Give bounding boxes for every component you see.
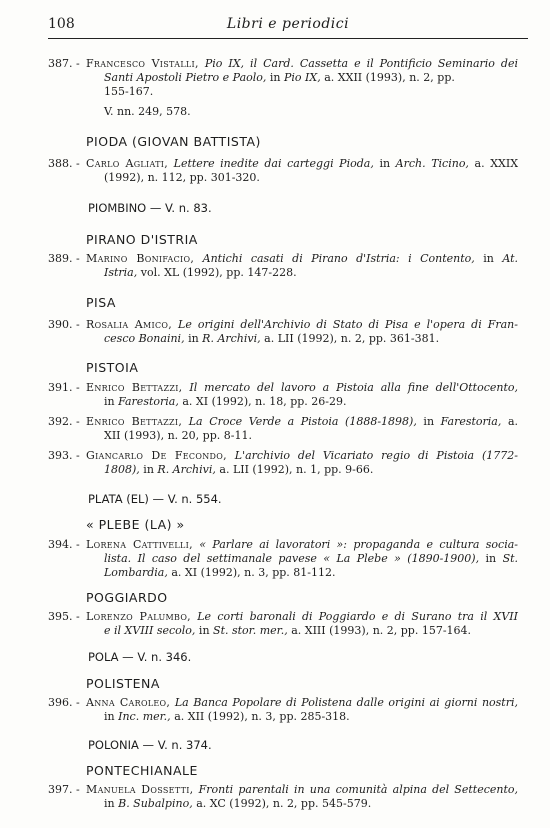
entry-journal: Pio IX, <box>284 71 321 84</box>
entry-line <box>104 332 439 345</box>
section-heading: PIODA (GIOVAN BATTISTA) <box>86 134 261 149</box>
entry-line <box>86 538 518 551</box>
section-heading: POLISTENA <box>86 676 160 691</box>
section-heading: PISTOIA <box>86 360 139 375</box>
entry-in: in <box>143 463 154 476</box>
entry-in: in <box>104 797 115 810</box>
entry-number: 396. - <box>48 696 80 709</box>
entry-line <box>104 624 471 637</box>
entry-number: 393. - <box>48 449 80 462</box>
entry-line <box>86 381 518 394</box>
entry-number: 394. - <box>48 538 80 551</box>
entry-line <box>104 171 260 184</box>
entry-line <box>104 797 371 810</box>
entry-in: in <box>269 71 281 84</box>
entry-details: a. XI (1992), n. 18, pp. 26-29. <box>182 395 347 408</box>
entry-title: e il XVIII secolo, <box>104 624 196 637</box>
page-number: 108 <box>48 16 75 32</box>
entry-in: in <box>188 332 199 345</box>
entry-author: Lorenzo Palumbo, <box>86 610 191 623</box>
entry-title: Il mercato del lavoro a Pistoia alla fine dell'Ottocento, <box>189 381 519 394</box>
entry-in: in <box>104 395 115 408</box>
entry-in: in <box>198 624 210 637</box>
entry-number: 389. - <box>48 252 80 265</box>
entry-details: a. LII (1992), n. 1, pp. 9-66. <box>219 463 374 476</box>
entry-details: vol. XL (1992), pp. 147-228. <box>140 266 297 279</box>
cross-reference: POLA — V. n. 346. <box>88 650 192 664</box>
entry-line <box>104 266 297 279</box>
section-heading: PIRANO D'ISTRIA <box>86 232 198 247</box>
entry-title: Pio IX, il Card. Cassetta e il Pontificio Seminario dei <box>204 57 518 70</box>
entry-journal: R. Archivi, <box>157 463 216 476</box>
entry-journal: Farestoria, <box>118 395 179 408</box>
entry-line <box>86 415 518 428</box>
entry-title: 1808), <box>104 463 140 476</box>
entry-journal: Istria, <box>104 266 138 279</box>
entry-journal: Arch. Ticino, <box>395 157 469 170</box>
entry-in: in <box>485 552 497 565</box>
page-header <box>48 14 528 39</box>
entry-line <box>104 85 153 98</box>
entry-line <box>86 610 518 623</box>
entry-details: a. XIII (1993), n. 2, pp. 157-164. <box>291 624 472 637</box>
entry-in: in <box>379 157 391 170</box>
entry-details: a. XXIX <box>474 157 519 170</box>
entry-journal: St. <box>502 552 519 565</box>
entry-details: a. XXII (1993), n. 2, pp. <box>324 71 455 84</box>
entry-journal: R. Archivi, <box>202 332 261 345</box>
entry-journal: At. <box>502 252 519 265</box>
entry-author: Francesco Vistalli, <box>86 57 199 70</box>
entry-journal: B. Subalpino, <box>118 797 193 810</box>
cross-reference: PLATA (EL) — V. n. 554. <box>88 492 222 506</box>
entry-title: cesco Bonaini, <box>104 332 185 345</box>
entry-journal: Farestoria, <box>440 415 502 428</box>
entry-line <box>104 552 518 565</box>
entry-title: Le corti baronali di Poggiardo e di Surano tra il XVII <box>197 610 518 623</box>
entry-author: Carlo Agliati, <box>86 157 169 170</box>
entry-line <box>104 429 252 442</box>
entry-in: in <box>423 415 435 428</box>
entry-details: a. XII (1992), n. 3, pp. 285-318. <box>174 710 350 723</box>
entry-details: a. LII (1992), n. 2, pp. 361-381. <box>264 332 440 345</box>
entry-title: Antichi casati di Pirano d'Istria: i Contento, <box>202 252 475 265</box>
entry-journal: Inc. mer., <box>118 710 171 723</box>
entry-title: « Parlare ai lavoratori »: propaganda e cultura socia- <box>199 538 519 551</box>
entry-line <box>86 318 518 331</box>
entry-author: Rosalia Amico, <box>86 318 173 331</box>
entry-line <box>104 71 455 84</box>
entry-line <box>86 57 518 70</box>
entry-author: Enrico Bettazzi, <box>86 381 183 394</box>
entry-number: 390. - <box>48 318 80 331</box>
entry-title: lista. Il caso del settimanale pavese « La Plebe » (1890-1900), <box>104 552 480 565</box>
entry-line <box>86 157 518 170</box>
entry-author: Giancarlo De Fecondo, <box>86 449 227 462</box>
cross-reference: POLONIA — V. n. 374. <box>88 738 212 752</box>
entry-details: (1992), n. 112, pp. 301-320. <box>104 171 260 184</box>
entry-details: a. XC (1992), n. 2, pp. 545-579. <box>196 797 372 810</box>
entry-number: 387. - <box>48 57 80 70</box>
entry-details: a. <box>507 415 519 428</box>
entry-journal: St. stor. mer., <box>213 624 288 637</box>
entry-line <box>104 710 350 723</box>
entry-title: Santi Apostoli Pietro e Paolo, <box>104 71 267 84</box>
entry-author: Lorena Cattivelli, <box>86 538 193 551</box>
entry-line <box>86 252 518 265</box>
entry-line <box>86 696 518 709</box>
entry-author: Enrico Bettazzi, <box>86 415 183 428</box>
section-heading: « PLEBE (LA) » <box>86 517 185 532</box>
entry-journal: Lombardia, <box>104 566 168 579</box>
entry-line <box>86 783 518 796</box>
entry-number: 391. - <box>48 381 80 394</box>
entry-number: 392. - <box>48 415 80 428</box>
entry-title: Lettere inedite dai carteggi Pioda, <box>173 157 374 170</box>
entry-in: in <box>483 252 494 265</box>
entry-author: Anna Caroleo, <box>86 696 171 709</box>
entry-title: La Croce Verde a Pistoia (1888-1898), <box>188 415 417 428</box>
entry-number: 388. - <box>48 157 80 170</box>
entry-number: 397. - <box>48 783 80 796</box>
section-heading: PONTECHIANALE <box>86 763 198 778</box>
section-heading: POGGIARDO <box>86 590 168 605</box>
entry-title: Le origini dell'Archivio di Stato di Pisa e l'opera di Fran- <box>178 318 518 331</box>
section-heading: PISA <box>86 295 116 310</box>
entry-line <box>104 395 347 408</box>
entry-title: Fronti parentali in una comunità alpina del Settecento, <box>198 783 519 796</box>
entry-line <box>104 463 373 476</box>
entry-details: 155-167. <box>104 85 154 98</box>
entry-number: 395. - <box>48 610 80 623</box>
entry-in: in <box>104 710 115 723</box>
running-title: Libri e periodici <box>226 16 350 32</box>
see-also-reference: V. nn. 249, 578. <box>104 105 191 118</box>
entry-line <box>86 449 518 462</box>
entry-author: Manuela Dossetti, <box>86 783 194 796</box>
entry-details: a. XI (1992), n. 3, pp. 81-112. <box>171 566 336 579</box>
entry-title: L'archivio del Vicariato regio di Pistoia (1772- <box>234 449 519 462</box>
entry-author: Marino Bonifacio, <box>86 252 195 265</box>
entry-title: La Banca Popolare di Polistena dalle origini ai giorni nostri, <box>174 696 518 709</box>
entry-line <box>104 566 336 579</box>
entry-details: XII (1993), n. 20, pp. 8-11. <box>104 429 252 442</box>
cross-reference: PIOMBINO — V. n. 83. <box>88 201 212 215</box>
